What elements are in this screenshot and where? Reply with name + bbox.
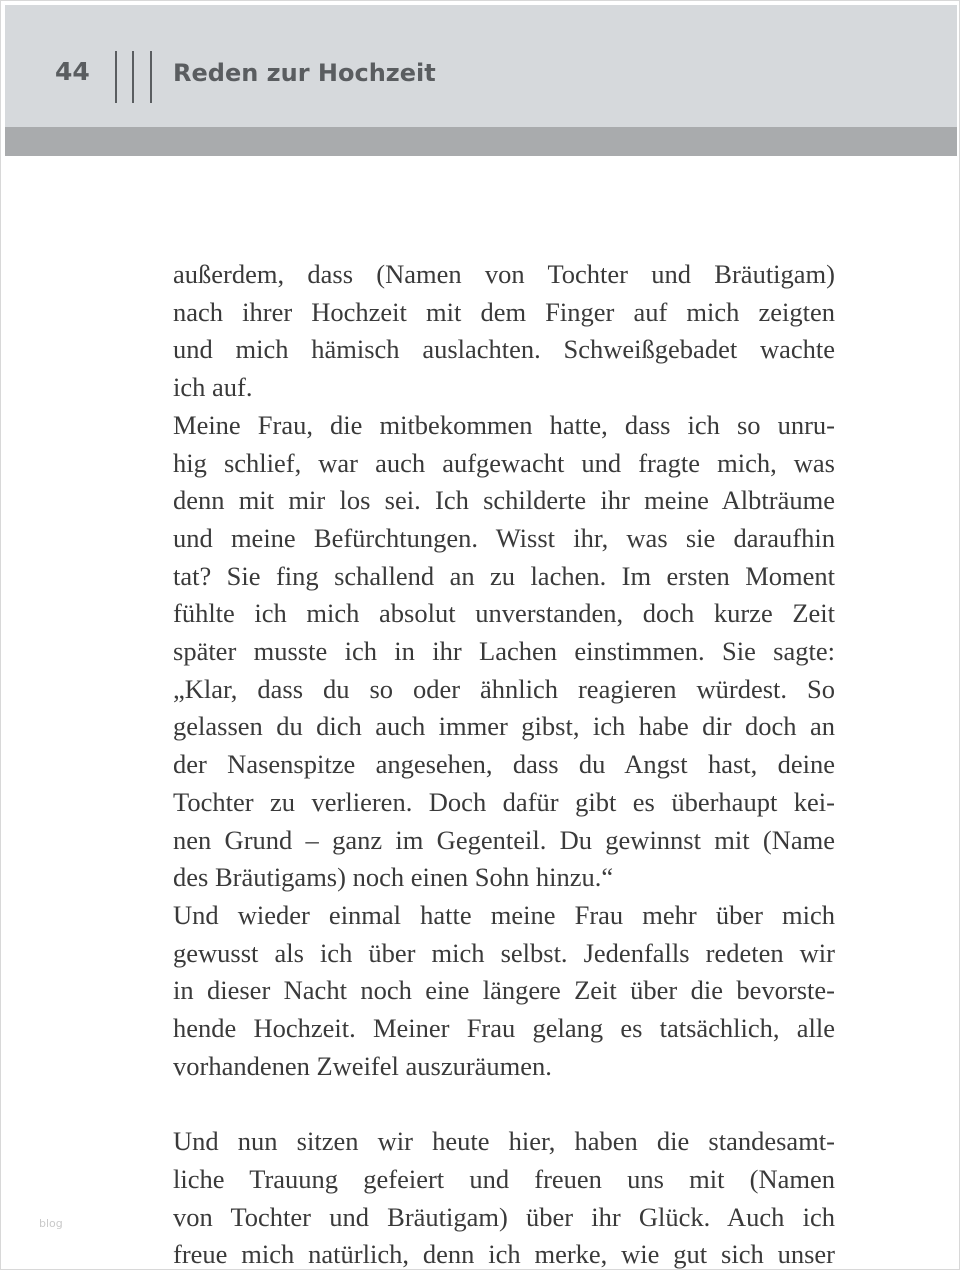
text-line: Und nun sitzen wir heute hier, haben die standesamt- (173, 1126, 835, 1157)
text-line: der Nasenspitze angesehen, dass du Angst hast, deine (173, 749, 835, 780)
text-line: freue mich natürlich, denn ich merke, wie gut sich unser (173, 1239, 835, 1270)
text-line: Tochter zu verlieren. Doch dafür gibt es überhaupt kei- (173, 786, 835, 817)
text-line: ich auf. (173, 372, 253, 403)
header-divider-bar (132, 51, 134, 103)
text-line: gewusst als ich über mich selbst. Jedenfalls redeten wir (173, 937, 835, 968)
text-line: liche Trauung gefeiert und freuen uns mit (Namen (173, 1163, 835, 1194)
page-number: 44 (55, 57, 90, 86)
text-line: tat? Sie fing schallend an zu lachen. Im ersten Moment (173, 560, 835, 591)
watermark: blog (39, 1217, 63, 1230)
text-line: gelassen du dich auch immer gibst, ich habe dir doch an (173, 711, 835, 742)
text-line: nach ihrer Hochzeit mit dem Finger auf mich zeigten (173, 296, 835, 327)
chapter-title: Reden zur Hochzeit (173, 59, 436, 87)
text-line: des Bräutigams) noch einen Sohn hinzu.“ (173, 862, 614, 893)
body-text (173, 256, 835, 1270)
text-line: hig schlief, war auch aufgewacht und fragte mich, was (173, 447, 835, 478)
header-divider-bar (150, 51, 152, 103)
running-header (5, 5, 957, 127)
text-line: in dieser Nacht noch eine längere Zeit über die bevorste- (173, 975, 835, 1006)
text-line: hende Hochzeit. Meiner Frau gelang es tatsächlich, alle (173, 1013, 835, 1044)
text-line: „Klar, dass du so oder ähnlich reagieren würdest. So (173, 673, 835, 704)
header-rule (5, 127, 957, 156)
text-line: denn mit mir los sei. Ich schilderte ihr meine Albträume (173, 485, 835, 516)
text-line: von Tochter und Bräutigam) über ihr Glück. Auch ich (173, 1201, 835, 1232)
text-line: nen Grund – ganz im Gegenteil. Du gewinnst mit (Name (173, 824, 835, 855)
text-line: vorhandenen Zweifel auszuräumen. (173, 1050, 552, 1081)
text-line: fühlte ich mich absolut unverstanden, doch kurze Zeit (173, 598, 835, 629)
text-line: später musste ich in ihr Lachen einstimmen. Sie sagte: (173, 636, 835, 667)
text-line: außerdem, dass (Namen von Tochter und Bräutigam) (173, 259, 835, 289)
text-line: Meine Frau, die mitbekommen hatte, dass ich so unru- (173, 409, 835, 440)
header-divider-bar (115, 51, 117, 103)
paragraph-gap (173, 1085, 835, 1123)
text-line: und mich hämisch auslachten. Schweißgebadet wachte (173, 334, 835, 365)
text-line: Und wieder einmal hatte meine Frau mehr über mich (173, 899, 835, 930)
text-line: und meine Befürchtungen. Wisst ihr, was sie daraufhin (173, 522, 835, 553)
